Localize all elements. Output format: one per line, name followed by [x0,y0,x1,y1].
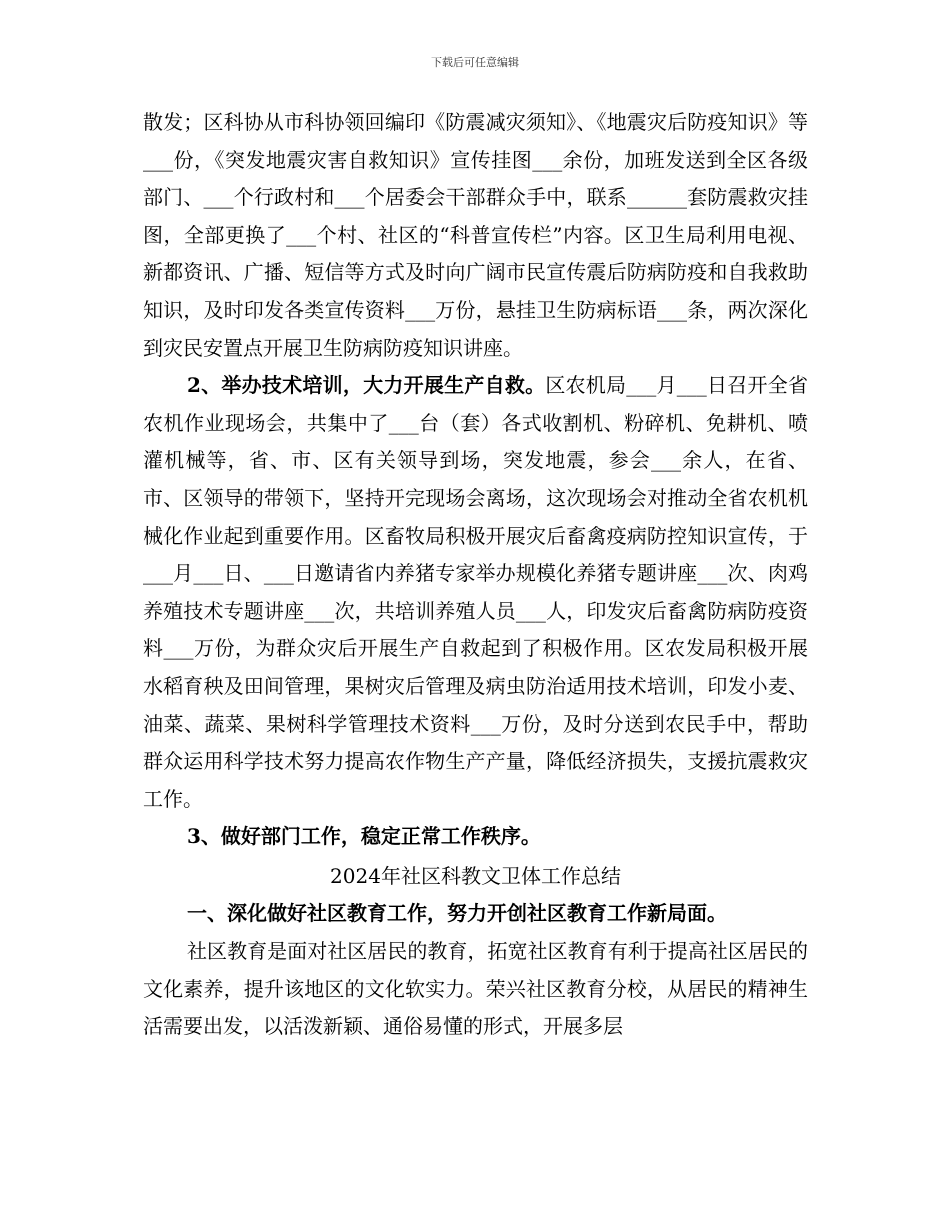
paragraph-technical-training [143,367,808,818]
item-heading-3: 3、做好部门工作，稳定正常工作秩序。 [187,824,541,849]
document-body [143,104,808,1046]
paragraph-department-work [143,818,808,856]
document-title: 2024年社区科教文卫体工作总结 [330,863,621,888]
paragraph-community-education: 社区教育是面对社区居民的教育，拓宽社区教育有利于提高社区居民的文化素养，提升该地区的文化软实力。荣兴社区教育分校，从居民的精神生活需要出发，以活泼新颖、通俗易懂的形式，开展多层 [143,939,808,1039]
item-body-2: 区农机局___月___日召开全省农机作业现场会，共集中了___台（套）各式收割机、粉碎机、免耕机、喷灌机械等，省、市、区有关领导到场，突发地震，参会___余人，在省、市、区领导的带领下，坚持开完现场会离场，这次现场会对推动全省农机机械化作业起到重要作用。区畜牧局积极开展灾后畜禽疫病防控知识宣传，于___月___日、___日邀请省内养猪专家举办规模化养猪专题讲座___次、肉鸡养殖技术专题讲座___次，共培训养殖人员___人，印发灾后畜禽防病防疫资料___万份，为群众灾后开展生产自救起到了积极作用。区农发局积极开展水稻育秧及田间管理，果树灾后管理及病虫防治适用技术培训，印发小麦、油菜、蔬菜、果树科学管理技术资料___万份，及时分送到农民手中，帮助群众运用科学技术努力提高农作物生产产量，降低经济损失，支援抗震救灾工作。 [143,373,808,811]
page-header: 下载后可任意编辑 [431,56,519,69]
item-heading-2: 2、举办技术培训，大力开展生产自救。 [187,373,546,398]
paragraph-publicity: 散发；区科协从市科协领回编印《防震减灾须知》、《地震灾后防疫知识》等___份，《突发地震灾害自救知识》宣传挂图___余份，加班发送到全区各级部门、___个行政村和___个居委会干部群众手中，联系______套防震救灾挂图，全部更换了___个村、社区的“科普宣传栏”内容。区卫生局利用电视、新都资讯、广播、短信等方式及时向广阔市民宣传震后防病防疫和自我救助知识，及时印发各类宣传资料___万份，悬挂卫生防病标语___条，两次深化到灾民安置点开展卫生防病防疫知识讲座。 [143,110,808,360]
section-heading-1: 一、深化做好社区教育工作，努力开创社区教育工作新局面。 [187,901,727,926]
